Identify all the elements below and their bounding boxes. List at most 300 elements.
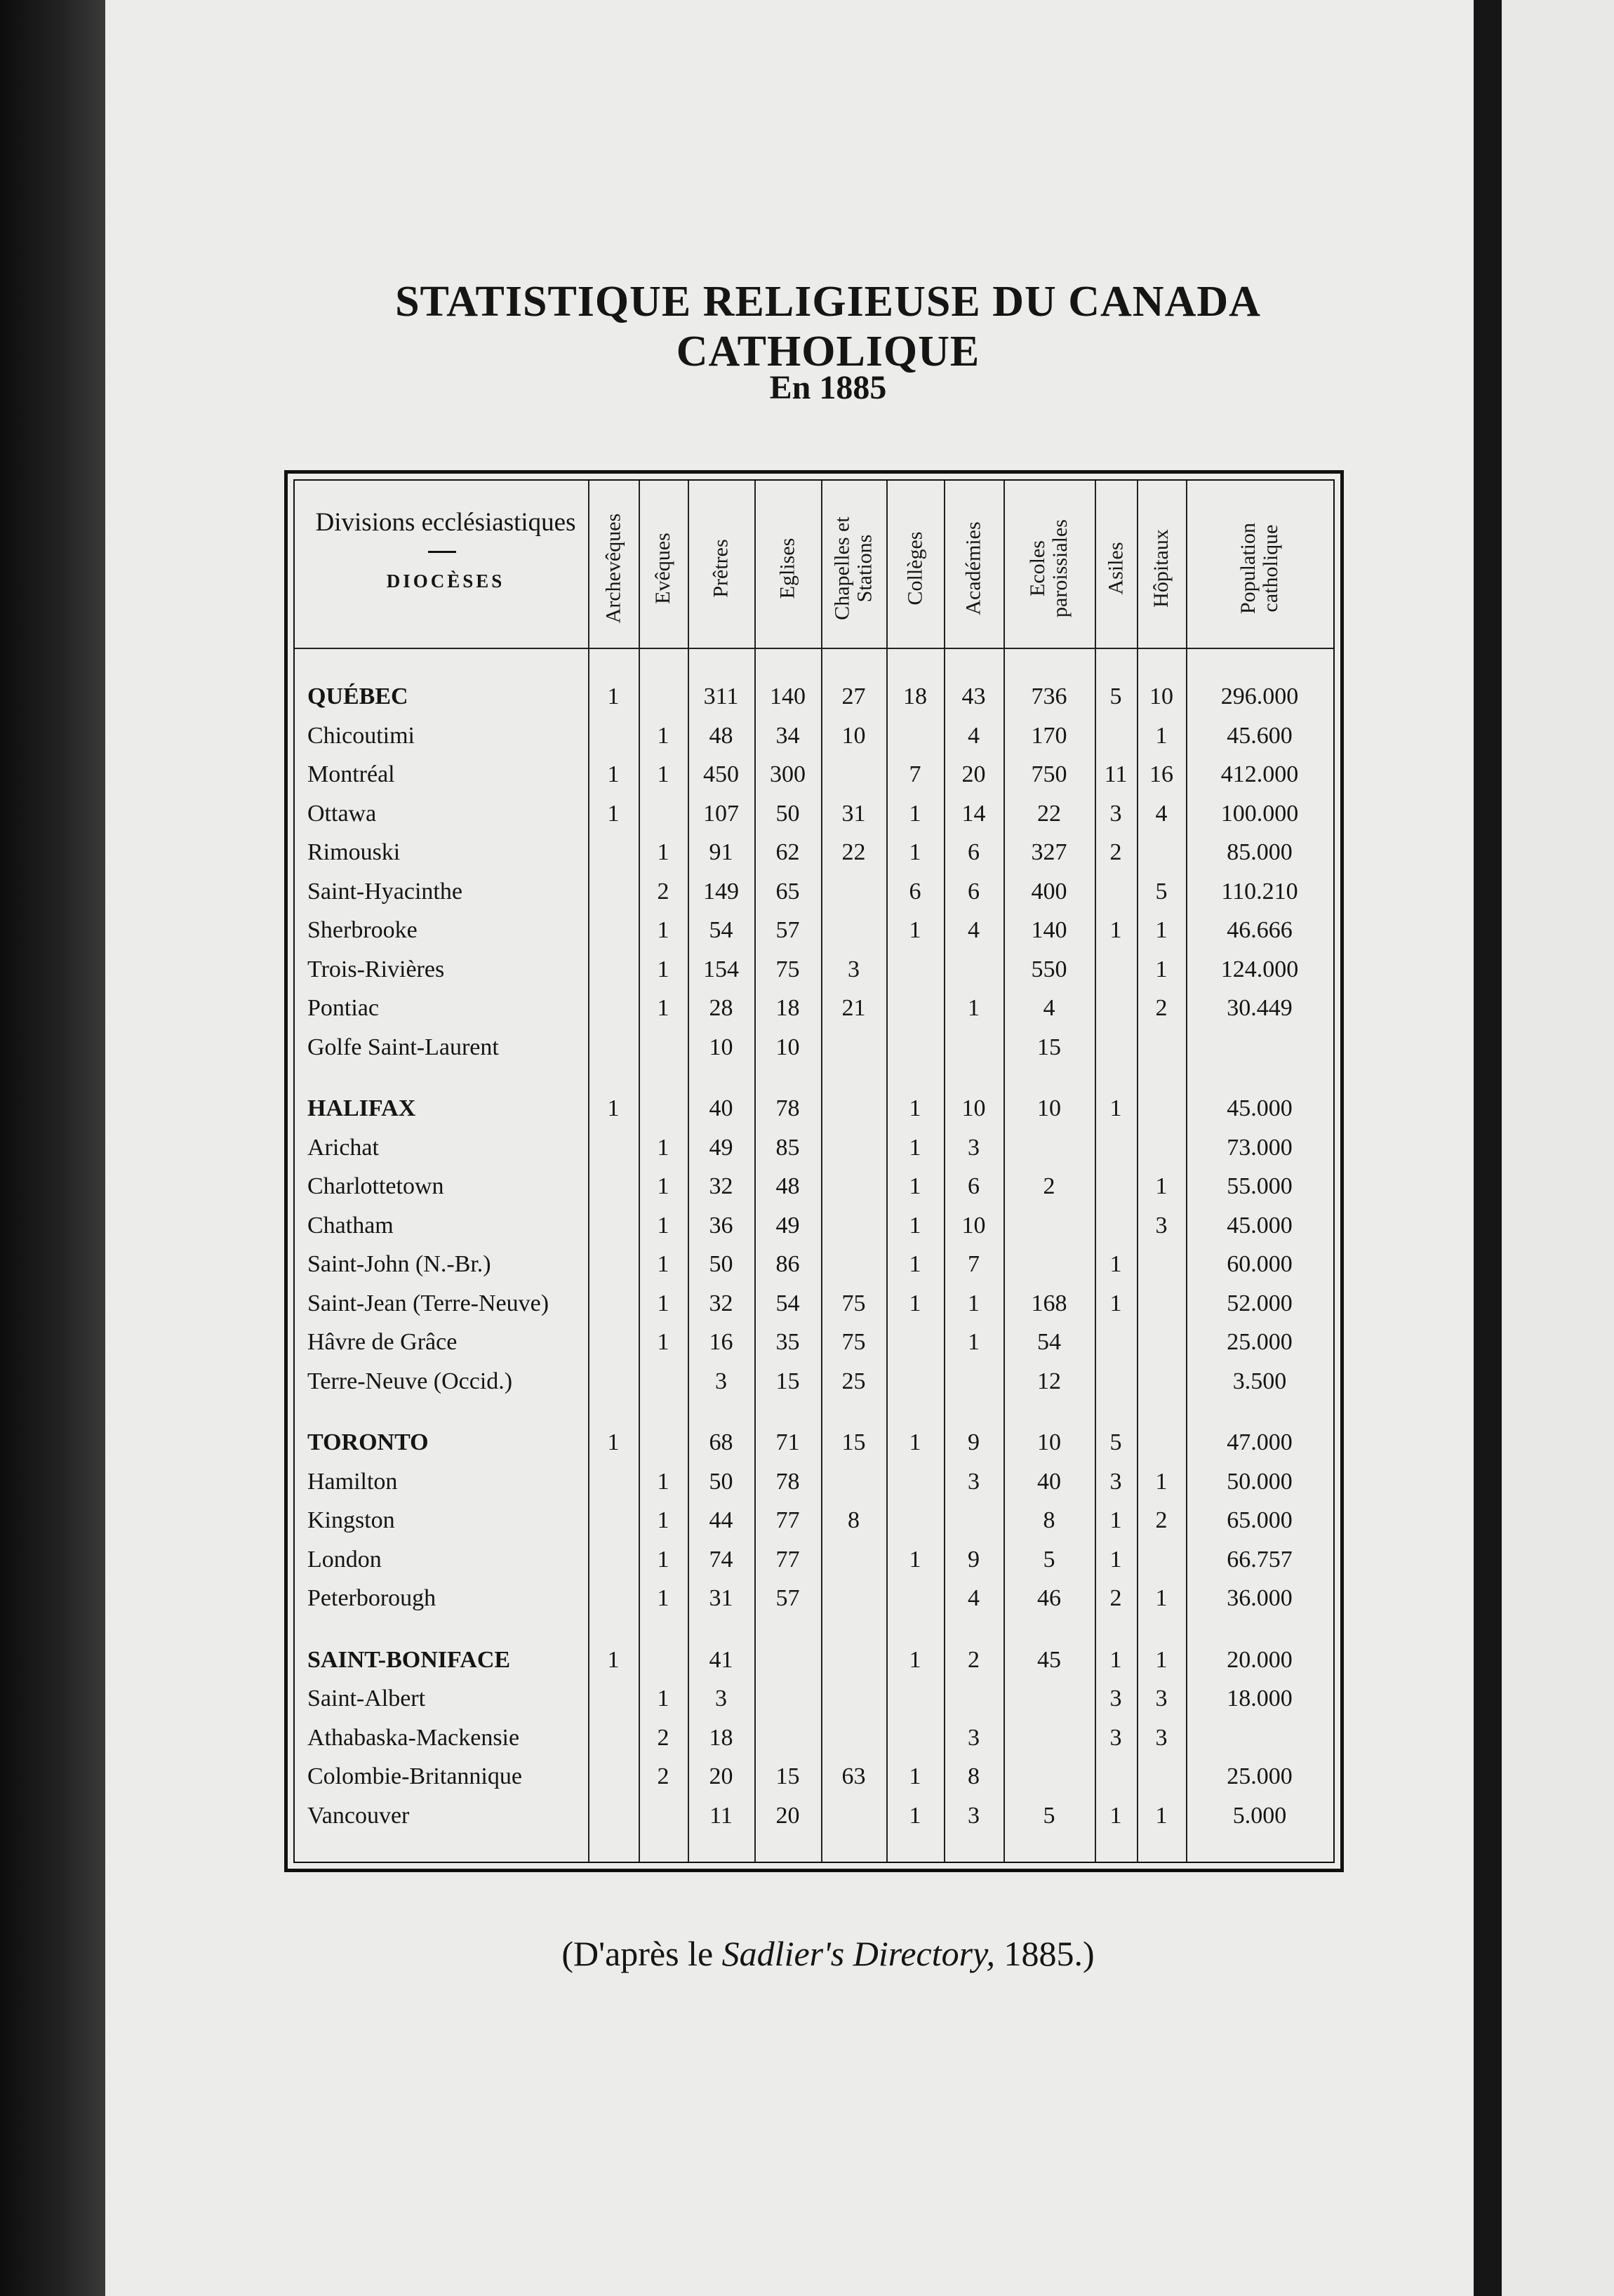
cell-hopitaux: 2 (1155, 995, 1168, 1021)
cell-hopitaux: 3 (1155, 1212, 1168, 1239)
header-dash (428, 551, 456, 553)
cell-archeveques (588, 1362, 639, 1401)
cell-chapelles: 75 (841, 1329, 866, 1355)
cell-chapelles (821, 755, 886, 794)
cell-academies: 10 (961, 1212, 986, 1239)
cell-asiles: 1 (1109, 1546, 1122, 1573)
cell-academies: 9 (968, 1429, 980, 1455)
column-header-label: Prêtres (709, 539, 733, 598)
column-header-eveques (639, 495, 688, 642)
cell-population (1186, 1718, 1333, 1758)
cell-hopitaux: 1 (1155, 956, 1168, 982)
cell-eglises: 75 (775, 956, 800, 982)
cell-eglises: 35 (775, 1329, 800, 1355)
book-binding-edge (0, 0, 105, 2296)
table-row (295, 1757, 1333, 1796)
cell-asiles (1095, 1757, 1137, 1796)
cell-eglises: 140 (770, 683, 806, 709)
cell-colleges: 6 (909, 878, 921, 905)
diocese-name: Rimouski (307, 839, 401, 865)
cell-eveques (639, 1796, 688, 1836)
cell-archeveques: 1 (607, 1429, 620, 1455)
cell-population: 66.757 (1227, 1546, 1293, 1573)
cell-archeveques (588, 1540, 639, 1580)
diocese-name: Peterborough (307, 1585, 436, 1611)
cell-hopitaux: 1 (1155, 917, 1168, 943)
cell-academies: 6 (968, 878, 980, 905)
cell-eveques: 1 (657, 1507, 669, 1533)
cell-ecoles: 10 (1037, 1095, 1061, 1121)
diocese-name: Trois-Rivières (307, 956, 445, 982)
table-row (295, 794, 1333, 834)
cell-asiles: 1 (1109, 1802, 1122, 1829)
column-header-asiles (1095, 495, 1137, 642)
cell-chapelles (821, 911, 886, 950)
cell-eveques: 2 (657, 1763, 669, 1789)
cell-academies: 20 (961, 761, 986, 787)
cell-ecoles (1003, 1679, 1095, 1718)
archdiocese-name: TORONTO (307, 1429, 429, 1455)
cell-ecoles: 15 (1037, 1034, 1061, 1060)
cell-pretres: 32 (709, 1290, 733, 1316)
cell-hopitaux: 5 (1155, 878, 1168, 905)
cell-pretres: 3 (715, 1686, 727, 1711)
table-row (295, 1540, 1333, 1580)
column-header-label: Archevêques (601, 513, 625, 624)
cell-eglises: 77 (775, 1507, 800, 1533)
cell-eveques: 1 (657, 1251, 669, 1277)
cell-archeveques: 1 (607, 1095, 620, 1121)
cell-chapelles (821, 1796, 886, 1836)
cell-eglises (754, 1679, 821, 1718)
cell-academies: 3 (968, 1724, 980, 1751)
cell-chapelles (821, 1718, 886, 1758)
table-row (295, 1718, 1333, 1758)
cell-academies: 7 (968, 1251, 980, 1277)
cell-population: 110.210 (1221, 878, 1298, 905)
cell-archeveques (588, 989, 639, 1028)
cell-hopitaux: 2 (1155, 1507, 1168, 1533)
cell-hopitaux: 3 (1155, 1686, 1168, 1711)
cell-colleges: 1 (909, 1251, 921, 1277)
cell-eglises: 54 (775, 1290, 800, 1316)
cell-chapelles: 8 (848, 1507, 860, 1533)
column-header-hopitaux (1137, 495, 1186, 642)
cell-eveques: 1 (657, 1468, 669, 1495)
table-row (295, 1128, 1333, 1168)
cell-academies: 6 (968, 1173, 980, 1199)
cell-eveques: 1 (657, 917, 669, 943)
diocese-name: Sherbrooke (307, 917, 418, 943)
cell-hopitaux: 16 (1149, 761, 1173, 787)
cell-archeveques (588, 950, 639, 989)
cell-hopitaux: 1 (1155, 1646, 1168, 1673)
table-row (295, 1284, 1333, 1323)
cell-eglises: 78 (775, 1468, 800, 1495)
cell-archeveques (588, 1579, 639, 1618)
cell-eglises (754, 1718, 821, 1758)
cell-academies: 14 (961, 800, 986, 827)
cell-colleges: 1 (909, 1546, 921, 1573)
cell-eglises: 48 (775, 1173, 800, 1199)
diocese-name: London (307, 1546, 382, 1573)
column-header-label: Evêques (651, 533, 675, 604)
cell-hopitaux: 1 (1155, 1802, 1168, 1829)
cell-eglises: 86 (775, 1251, 800, 1277)
cell-pretres: 20 (709, 1763, 733, 1789)
cell-pretres: 91 (709, 839, 733, 865)
cell-asiles: 3 (1109, 800, 1122, 827)
cell-colleges: 1 (909, 800, 921, 827)
cell-ecoles: 400 (1031, 878, 1067, 905)
cell-academies (944, 1028, 1003, 1067)
table-row (295, 677, 1333, 716)
adjacent-page-edge (1502, 0, 1614, 2296)
cell-hopitaux (1137, 1245, 1186, 1284)
cell-ecoles (1003, 1718, 1095, 1758)
cell-ecoles: 140 (1031, 917, 1067, 943)
cell-eveques: 1 (657, 956, 669, 982)
cell-academies: 3 (968, 1468, 980, 1495)
column-header-label: Eglises (775, 538, 799, 599)
cell-eveques (639, 1028, 688, 1067)
column-header-population (1186, 495, 1333, 642)
cell-ecoles: 45 (1037, 1646, 1061, 1673)
cell-pretres: 54 (709, 917, 733, 943)
column-header-archeveques (588, 495, 639, 642)
cell-chapelles: 25 (841, 1368, 866, 1394)
cell-eglises: 85 (775, 1134, 800, 1161)
cell-chapelles: 63 (841, 1763, 866, 1789)
diocese-name: Saint-Hyacinthe (307, 878, 462, 905)
cell-ecoles: 4 (1043, 995, 1055, 1021)
cell-asiles: 2 (1109, 1585, 1122, 1611)
cell-chapelles: 3 (848, 956, 860, 982)
cell-eglises: 49 (775, 1212, 800, 1239)
diocese-name: Saint-Jean (Terre-Neuve) (307, 1290, 549, 1316)
cell-hopitaux (1137, 833, 1186, 872)
diocese-name: Hâvre de Grâce (307, 1329, 458, 1355)
cell-chapelles (821, 1206, 886, 1246)
cell-asiles: 1 (1109, 1251, 1122, 1277)
cell-pretres: 11 (709, 1802, 733, 1829)
table-row (295, 1423, 1333, 1462)
cell-population: 47.000 (1227, 1429, 1293, 1455)
table-row (295, 1206, 1333, 1246)
cell-colleges (886, 1579, 944, 1618)
cell-ecoles: 46 (1037, 1585, 1061, 1611)
cell-asiles: 1 (1109, 1095, 1122, 1121)
cell-colleges: 1 (909, 839, 921, 865)
cell-archeveques (588, 1718, 639, 1758)
cell-pretres: 149 (703, 878, 739, 905)
cell-hopitaux (1137, 1423, 1186, 1462)
cell-colleges (886, 1718, 944, 1758)
cell-pretres: 16 (709, 1329, 733, 1355)
cell-pretres: 68 (709, 1429, 733, 1455)
header-divisions: Divisions ecclésiastiques (315, 508, 576, 537)
cell-archeveques (588, 1679, 639, 1718)
table-row (295, 950, 1333, 989)
cell-population: 73.000 (1227, 1134, 1293, 1161)
cell-chapelles (821, 1089, 886, 1128)
cell-chapelles (821, 872, 886, 912)
cell-hopitaux (1137, 1028, 1186, 1067)
cell-pretres: 74 (709, 1546, 733, 1573)
cell-colleges: 1 (909, 917, 921, 943)
table-row (295, 1796, 1333, 1836)
cell-population: 30.449 (1227, 995, 1293, 1021)
cell-population: 25.000 (1227, 1329, 1293, 1355)
cell-archeveques (588, 1128, 639, 1168)
cell-asiles (1095, 1128, 1137, 1168)
cell-archeveques (588, 1501, 639, 1540)
diocese-name: Chicoutimi (307, 722, 415, 749)
column-header-eglises (754, 495, 821, 642)
cell-archeveques: 1 (607, 683, 620, 709)
cell-colleges: 1 (909, 1763, 921, 1789)
cell-eglises: 57 (775, 1585, 800, 1611)
cell-archeveques (588, 1462, 639, 1502)
cell-population: 50.000 (1227, 1468, 1293, 1495)
cell-chapelles: 31 (841, 800, 866, 827)
archdiocese-name: SAINT-BONIFACE (307, 1646, 511, 1673)
cell-chapelles: 15 (841, 1429, 866, 1455)
table-row (295, 833, 1333, 872)
cell-asiles: 1 (1109, 1507, 1122, 1533)
cell-asiles (1095, 1167, 1137, 1206)
cell-eglises: 18 (775, 995, 800, 1021)
cell-eveques: 1 (657, 1290, 669, 1316)
table-row (295, 911, 1333, 950)
cell-eveques: 1 (657, 995, 669, 1021)
cell-colleges: 1 (909, 1290, 921, 1316)
cell-eveques: 1 (657, 1585, 669, 1611)
cell-eglises: 78 (775, 1095, 800, 1121)
table-row (295, 1323, 1333, 1362)
cell-colleges: 18 (903, 683, 927, 709)
cell-academies: 6 (968, 839, 980, 865)
cell-eveques: 1 (657, 1686, 669, 1711)
column-header-pretres (688, 495, 754, 642)
cell-population: 65.000 (1227, 1507, 1293, 1533)
table-row (295, 872, 1333, 912)
source-title: Sadlier's Directory, (721, 1934, 996, 1973)
cell-colleges (886, 716, 944, 756)
cell-academies (944, 1679, 1003, 1718)
cell-academies (944, 950, 1003, 989)
cell-ecoles: 22 (1037, 800, 1061, 827)
cell-archeveques (588, 1796, 639, 1836)
cell-academies: 1 (968, 995, 980, 1021)
header-rule (295, 648, 1333, 649)
cell-ecoles (1003, 1245, 1095, 1284)
cell-pretres: 154 (703, 956, 739, 982)
cell-pretres: 31 (709, 1585, 733, 1611)
archdiocese-name: QUÉBEC (307, 683, 408, 709)
cell-hopitaux: 10 (1149, 683, 1173, 709)
cell-population: 124.000 (1220, 956, 1299, 982)
cell-population: 25.000 (1227, 1763, 1293, 1789)
cell-pretres: 50 (709, 1251, 733, 1277)
cell-asiles: 5 (1109, 683, 1122, 709)
cell-chapelles: 22 (841, 839, 866, 865)
column-header-label: Ecoles paroissiales (1026, 519, 1072, 618)
cell-hopitaux: 1 (1155, 1173, 1168, 1199)
cell-asiles (1095, 1028, 1137, 1067)
statistics-table (284, 470, 1344, 1872)
cell-eglises: 65 (775, 878, 800, 905)
cell-pretres: 40 (709, 1095, 733, 1121)
column-header-ecoles (1003, 495, 1095, 642)
cell-archeveques (588, 1284, 639, 1323)
page-title: STATISTIQUE RELIGIEUSE DU CANADA CATHOLIQUE (395, 278, 1261, 375)
cell-eveques: 1 (657, 1134, 669, 1161)
cell-hopitaux (1137, 1089, 1186, 1128)
cell-asiles (1095, 1323, 1137, 1362)
diocese-name: Athabaska-Mackensie (307, 1724, 520, 1751)
cell-eglises: 71 (775, 1429, 800, 1455)
cell-ecoles: 8 (1043, 1507, 1055, 1533)
cell-colleges: 1 (909, 1802, 921, 1829)
table-row (295, 1641, 1333, 1680)
cell-hopitaux: 1 (1155, 1585, 1168, 1611)
cell-archeveques (588, 1323, 639, 1362)
cell-population: 85.000 (1227, 839, 1293, 865)
cell-eglises: 57 (775, 917, 800, 943)
cell-eveques: 1 (657, 761, 669, 787)
cell-pretres: 10 (709, 1034, 733, 1060)
cell-ecoles (1003, 1128, 1095, 1168)
cell-pretres: 18 (709, 1724, 733, 1751)
cell-chapelles (821, 1679, 886, 1718)
cell-eveques: 1 (657, 839, 669, 865)
diocese-name: Chatham (307, 1212, 394, 1239)
diocese-name: Colombie-Britannique (307, 1763, 522, 1789)
cell-eveques: 1 (657, 722, 669, 749)
cell-archeveques (588, 872, 639, 912)
cell-colleges: 7 (909, 761, 921, 787)
cell-asiles (1095, 872, 1137, 912)
table-row (295, 1462, 1333, 1502)
cell-population: 296.000 (1220, 683, 1299, 709)
cell-ecoles: 550 (1031, 956, 1067, 982)
cell-colleges (886, 1462, 944, 1502)
cell-chapelles: 27 (841, 683, 866, 709)
diocese-name: Hamilton (307, 1468, 398, 1495)
cell-chapelles (821, 1641, 886, 1680)
cell-colleges: 1 (909, 1095, 921, 1121)
cell-academies: 4 (968, 722, 980, 749)
cell-hopitaux: 3 (1155, 1724, 1168, 1751)
cell-colleges (886, 1679, 944, 1718)
cell-eveques: 1 (657, 1546, 669, 1573)
cell-population: 20.000 (1227, 1646, 1293, 1673)
cell-eglises: 10 (775, 1034, 800, 1060)
cell-archeveques (588, 833, 639, 872)
column-header-label: Population catholique (1236, 522, 1282, 615)
cell-population (1186, 1028, 1333, 1067)
cell-asiles (1095, 950, 1137, 989)
column-header-chapelles (821, 495, 886, 642)
cell-asiles (1095, 1206, 1137, 1246)
cell-population: 412.000 (1220, 761, 1299, 787)
cell-ecoles: 10 (1037, 1429, 1061, 1455)
cell-eveques: 1 (657, 1329, 669, 1355)
table-row (295, 989, 1333, 1028)
diocese-name: Saint-Albert (307, 1686, 426, 1711)
column-header-colleges (886, 495, 944, 642)
diocese-name: Charlottetown (307, 1173, 444, 1199)
cell-eveques (639, 1641, 688, 1680)
cell-academies (944, 1362, 1003, 1401)
cell-colleges (886, 1028, 944, 1067)
cell-pretres: 28 (709, 995, 733, 1021)
cell-chapelles: 75 (841, 1290, 866, 1316)
column-header-academies (944, 495, 1003, 642)
cell-chapelles (821, 1540, 886, 1580)
header-dioceses: DIOCÈSES (386, 570, 505, 592)
table-row (295, 1245, 1333, 1284)
diocese-name: Arichat (307, 1134, 379, 1161)
cell-academies (944, 1501, 1003, 1540)
cell-eveques: 1 (657, 1173, 669, 1199)
cell-asiles: 1 (1109, 917, 1122, 943)
table-inner-border (293, 479, 1335, 1863)
cell-pretres: 49 (709, 1134, 733, 1161)
cell-colleges (886, 989, 944, 1028)
cell-pretres: 41 (709, 1646, 733, 1673)
cell-hopitaux (1137, 1323, 1186, 1362)
cell-academies: 9 (968, 1546, 980, 1573)
cell-academies: 10 (961, 1095, 986, 1121)
table-row (295, 1089, 1333, 1128)
cell-eglises: 15 (775, 1368, 800, 1394)
cell-population: 45.000 (1227, 1212, 1293, 1239)
archdiocese-name: HALIFAX (307, 1095, 416, 1121)
cell-population: 100.000 (1220, 800, 1299, 827)
cell-chapelles (821, 1028, 886, 1067)
cell-eveques: 2 (657, 1724, 669, 1751)
cell-hopitaux: 1 (1155, 1468, 1168, 1495)
cell-pretres: 50 (709, 1468, 733, 1495)
cell-archeveques (588, 1245, 639, 1284)
column-header-label: Académies (961, 521, 985, 615)
cell-asiles (1095, 989, 1137, 1028)
cell-chapelles: 10 (841, 722, 866, 749)
diocese-name: Golfe Saint-Laurent (307, 1034, 499, 1060)
cell-colleges: 1 (909, 1173, 921, 1199)
cell-eglises: 50 (775, 800, 800, 827)
cell-population: 36.000 (1227, 1585, 1293, 1611)
cell-pretres: 450 (703, 761, 739, 787)
cell-asiles: 1 (1109, 1290, 1122, 1316)
cell-eveques (639, 677, 688, 716)
cell-population: 60.000 (1227, 1251, 1293, 1277)
cell-ecoles: 327 (1031, 839, 1067, 865)
cell-eglises: 77 (775, 1546, 800, 1573)
cell-eglises: 62 (775, 839, 800, 865)
cell-archeveques (588, 716, 639, 756)
cell-archeveques (588, 911, 639, 950)
cell-population: 45.000 (1227, 1095, 1293, 1121)
cell-population: 55.000 (1227, 1173, 1293, 1199)
cell-hopitaux (1137, 1757, 1186, 1796)
cell-academies: 1 (968, 1290, 980, 1316)
cell-academies: 8 (968, 1763, 980, 1789)
cell-population: 3.500 (1232, 1368, 1287, 1394)
table-row (295, 1579, 1333, 1618)
